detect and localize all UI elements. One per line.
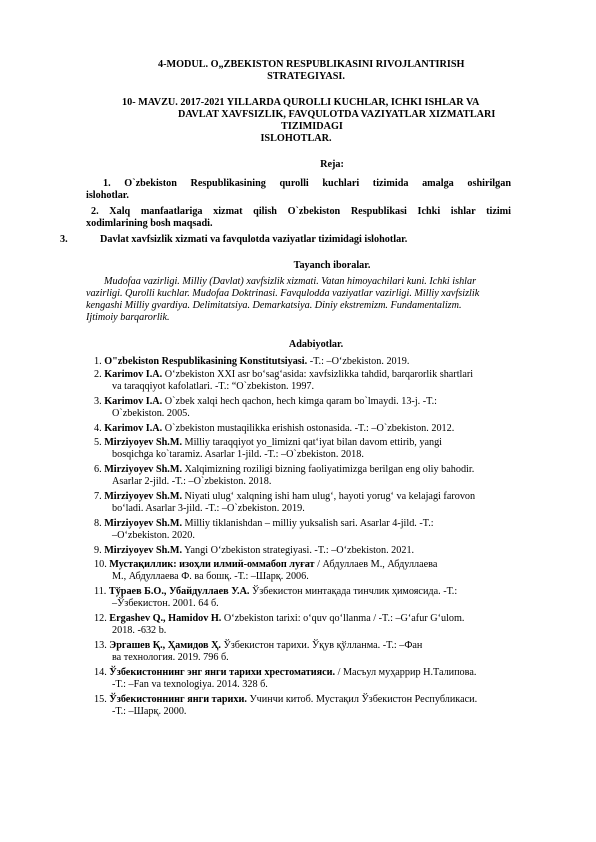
reference-3-cont: O`zbekiston. 2005. <box>112 408 190 419</box>
reference-3: 3. Karimov I.A. O`zbek xalqi hech qachon, hech kimga qaram bo`lmaydi. 13-j. -T.: <box>94 396 437 407</box>
keywords-heading: Tayanch iboralar. <box>293 260 371 271</box>
topic-title-line4: ISLOHOTLAR. <box>260 133 332 144</box>
references-heading: Adabiyotlar. <box>288 339 344 350</box>
keywords-line2: vazirligi. Qurolli kuchlar. Mudofaa Doktrinasi. Favqulodda vaziyatlar vazirligi. Milliy xavfsizlik <box>86 288 480 299</box>
reference-13: 13. Эргашев Қ., Ҳамидов Ҳ. Ўзбекистон тарихи. Ўқув қўлланма. -Т.: –Фан <box>94 640 423 651</box>
reference-2: 2. Karimov I.A. O‘zbekiston XXI asr bo‘sag‘asida: xavfsizlikka tahdid, barqarorlik shartlari <box>94 369 474 380</box>
reference-8-cont: –O‘zbekiston. 2020. <box>112 530 195 541</box>
reference-9: 9. Mirziyoyev Sh.M. Yangi O‘zbekiston strategiyasi. -T.: –O‘zbekiston. 2021. <box>94 545 415 556</box>
reference-5-cont: bosqichga ko`taramiz. Asarlar 1-jild. -T.: –O`zbekiston. 2018. <box>112 449 364 460</box>
reference-7-cont: bo‘ladi. Asarlar 3-jild. -T.: –O`zbekiston. 2019. <box>112 503 305 514</box>
reference-11-cont: –Ўзбекистон. 2001. 64 б. <box>112 598 219 609</box>
plan-item-3-text: Davlat xavfsizlik xizmati va favqulotda vaziyatlar tizimidagi islohotlar. <box>100 234 408 245</box>
reference-5: 5. Mirziyoyev Sh.M. Milliy taraqqiyot yo_limizni qat‘iyat bilan davom ettirib, yangi <box>94 437 443 448</box>
plan-heading: Reja: <box>320 159 344 170</box>
reference-10: 10. Мустақиллик: изоҳли илмий-оммабоп луғат / Абдуллаев М., Абдуллаева <box>94 559 438 570</box>
reference-15: 15. Ўзбекистоннинг янги тарихи. Учинчи китоб. Мустақил Ўзбекистон Республикаси. <box>94 694 478 705</box>
reference-15-cont: -Т.: –Шарқ. 2000. <box>112 706 187 717</box>
keywords-line3: kengashi Milliy gvardiya. Delimitatsiya. Demarkatsiya. Diniy ekstremizm. Fundamentalizm. <box>86 300 462 311</box>
plan-item-1-line2: islohotlar. <box>86 190 129 201</box>
reference-7: 7. Mirziyoyev Sh.M. Niyati ulug‘ xalqning ishi ham ulug‘, hayoti yorug‘ va kelajagi farovon <box>94 491 476 502</box>
reference-14: 14. Ўзбекистоннинг энг янги тарихи хрестоматияси. / Масъул муҳаррир Н.Талипова. <box>94 667 477 678</box>
reference-4: 4. Karimov I.A. O`zbekiston mustaqilikka erishish ostonasida. -T.: –O`zbekiston. 2012. <box>94 423 455 434</box>
reference-12: 12. Ergashev Q., Hamidov H. O‘zbekiston tarixi: o‘quv qo‘llanma / -T.: –G‘afur G‘ulom. <box>94 613 465 624</box>
keywords-line4: Ijtimoiy barqarorlik. <box>86 312 170 323</box>
module-title-line2: STRATEGIYASI. <box>267 71 345 82</box>
plan-item-2-line1: 2. Xalq manfaatlariga xizmat qilish O`zbekiston Respublikasi Ichki ishlar tizimi <box>91 206 511 217</box>
reference-8: 8. Mirziyoyev Sh.M. Milliy tiklanishdan – milliy yuksalish sari. Asarlar 4-jild. -T.: <box>94 518 434 529</box>
reference-6: 6. Mirziyoyev Sh.M. Xalqimizning roziligi bizning faoliyatimizga berilgan eng oliy bahodir. <box>94 464 475 475</box>
reference-6-cont: Asarlar 2-jild. -T.: –O`zbekiston. 2018. <box>112 476 272 487</box>
topic-title-line3: TIZIMIDAGI <box>281 121 343 132</box>
plan-item-3-number: 3. <box>60 234 68 245</box>
topic-title-line1: 10- MAVZU. 2017-2021 YILLARDA QUROLLI KUCHLAR, ICHKI ISHLAR VA <box>122 97 480 108</box>
reference-10-cont: М., Абдуллаева Ф. ва бошқ. -Т.: –Шарқ. 2006. <box>112 571 309 582</box>
reference-2-cont: va taraqqiyot kafolatlari. -T.: “O`zbekiston. 1997. <box>112 381 315 392</box>
plan-item-2-line2: xodimlarining bosh maqsadi. <box>86 218 213 229</box>
module-title-line1: 4-MODUL. O„ZBEKISTON RESPUBLIKASINI RIVOJLANTIRISH <box>158 59 465 70</box>
keywords-line1: Mudofaa vazirligi. Milliy (Davlat) xavfsizlik xizmati. Vatan himoyachilari kuni. Ichki ishlar <box>104 276 477 287</box>
topic-title-line2: DAVLAT XAVFSIZLIK, FAVQULOTDA VAZIYATLAR XIZMATLARI <box>178 109 496 120</box>
reference-11: 11. Тўраев Б.О., Убайдуллаев У.А. Ўзбекистон минтақада тинчлик ҳимоясида. -Т.: <box>94 586 458 597</box>
reference-14-cont: -Т.: –Fan va texnologiya. 2014. 328 б. <box>112 679 268 690</box>
reference-1: 1. O"zbekiston Respublikasining Konstitutsiyasi. -T.: –O‘zbekiston. 2019. <box>94 356 410 367</box>
reference-12-cont: 2018. -632 b. <box>112 625 167 636</box>
reference-13-cont: ва технология. 2019. 796 б. <box>112 652 229 663</box>
plan-item-1-line1: 1. O`zbekiston Respublikasining qurolli kuchlari tizimida amalga oshirilgan <box>103 178 511 189</box>
